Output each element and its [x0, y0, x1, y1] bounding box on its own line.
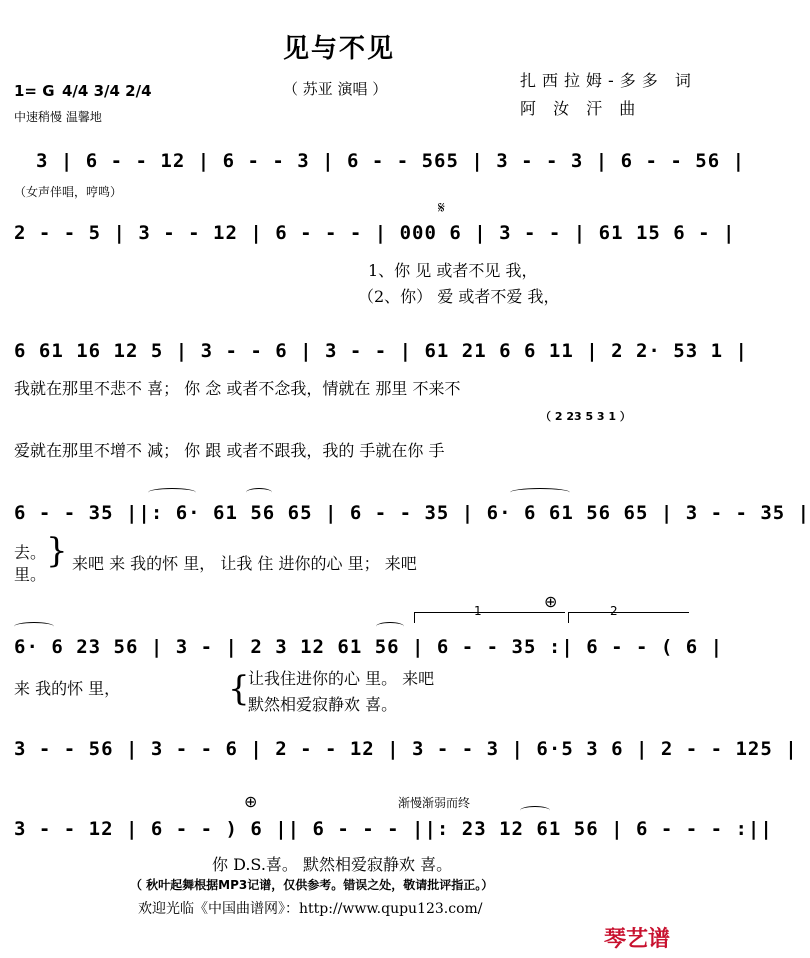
score-line-2: 2 - - 5 | 3 - - 12 | 6 - - - | 000 6 | 3 - - | 61 15 6 - | [14, 222, 736, 244]
score-line-5: 6· 6 23 56 | 3 - | 2 3 12 61 56 | 6 - - 35 :| 6 - - ( 6 | [14, 636, 724, 658]
tempo-marking: 中速稍慢 温馨地 [14, 110, 102, 124]
line-3-lyric-2: 爱就在那里不增不 减； 你 跟 或者不跟我，我的 手就在你 手 [14, 441, 445, 460]
line-4-lyric-1: 去。 [14, 543, 47, 562]
welcome-link[interactable]: 欢迎光临《中国曲谱网》：http://www.qupu123.com/ [138, 901, 483, 917]
brace-icon: } [46, 531, 68, 571]
coda-icon: ⊕ [244, 792, 258, 811]
time-signatures: 4/4 3/4 2/4 [62, 82, 152, 100]
volta-1-label: 1 [474, 604, 482, 618]
score-line-1: 3 | 6 - - 12 | 6 - - 3 | 6 - - 565 | 3 - - 3 | 6 - - 56 | [36, 150, 746, 172]
score-line-4: 6 - - 35 ||: 6· 61 56 65 | 6 - - 35 | 6· 6 61 56 65 | 3 - - 35 | [14, 502, 810, 524]
coda-icon: ⊕ [544, 592, 558, 611]
line-2-lyric-2: （2、你） 爱 或者不爱 我， [358, 287, 560, 306]
line-4-lyric-2: 里。 [14, 565, 47, 584]
composer-credit: 阿 汝 汗 曲 [520, 99, 642, 118]
line-4-lyric-3: 来吧 来 我的怀 里， 让我 住 进你的心 里； 来吧 [72, 554, 417, 573]
line-7-note: 渐慢渐弱而终 [398, 796, 471, 810]
score-line-7: 3 - - 12 | 6 - - ) 6 || 6 - - - ||: 23 12 61 56 | 6 - - - :|| [14, 818, 773, 840]
score-line-6: 3 - - 56 | 3 - - 6 | 2 - - 12 | 3 - - 3 | 6·5 3 6 | 2 - - 125 | [14, 738, 798, 760]
singer-line: （ 苏亚 演唱 ） [283, 80, 388, 98]
line-5-lyric-2: 让我住进你的心 里。 来吧 [248, 669, 435, 688]
volta-2-label: 2 [610, 604, 618, 618]
line-7-lyric: 你 D.S.喜。 默然相爱寂静欢 喜。 [212, 855, 453, 874]
disclaimer: （ 秋叶起舞根据MP3记谱，仅供参考。错误之处，敬请批评指正。） [130, 878, 494, 892]
segno-icon: 𝄋 [438, 198, 445, 217]
lyricist-credit: 扎西拉姆-多多 词 [520, 71, 697, 90]
line-5-lyric-3: 默然相爱寂静欢 喜。 [248, 695, 398, 714]
line-3-alt-notes: （ 2 23 5 3 1 ） [540, 410, 631, 423]
line-1-note: （女声伴唱，哼鸣） [14, 185, 123, 199]
page-title: 见与不见 [283, 34, 396, 64]
site-logo: 琴艺谱 [604, 927, 671, 952]
line-2-lyric-1: 1、你 见 或者不见 我， [368, 261, 538, 280]
brace-icon: { [228, 669, 250, 709]
line-5-lyric-1: 来 我的怀 里， [14, 679, 121, 698]
key-signature: 1= G [14, 82, 55, 100]
line-3-lyric-1: 我就在那里不悲不 喜； 你 念 或者不念我，情就在 那里 不来不 [14, 379, 461, 398]
score-line-3: 6 61 16 12 5 | 3 - - 6 | 3 - - | 61 21 6 6 11 | 2 2· 53 1 | [14, 340, 748, 362]
